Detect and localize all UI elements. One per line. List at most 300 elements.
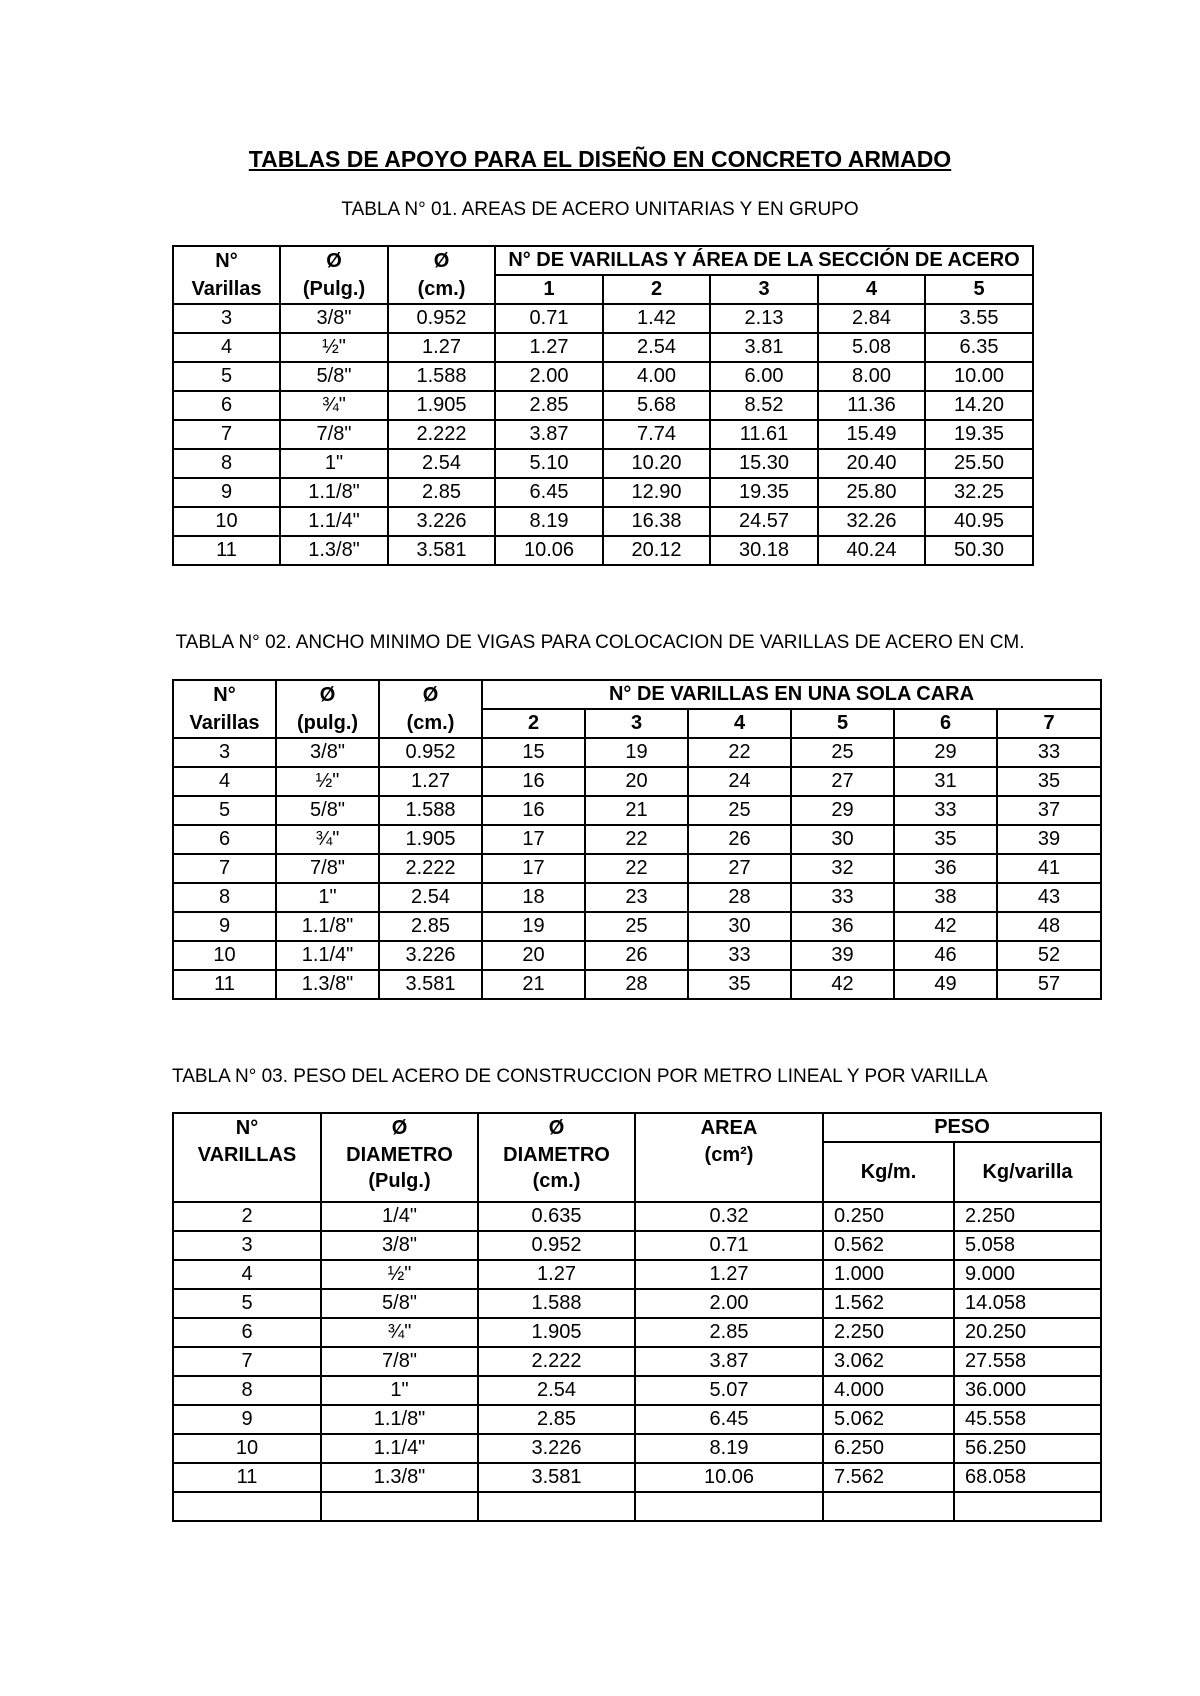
table-cell: 1.562 <box>823 1289 954 1318</box>
table-cell: 25 <box>585 912 688 941</box>
header-cell: Ø <box>388 246 495 275</box>
table-cell: 6.35 <box>925 333 1033 362</box>
header-group-cell: N° DE VARILLAS Y ÁREA DE LA SECCIÓN DE ACERO <box>495 246 1033 275</box>
table-cell: 32.26 <box>818 507 925 536</box>
table-row <box>173 304 1033 333</box>
table-cell: 3.226 <box>388 507 495 536</box>
table-cell: 1.588 <box>478 1289 635 1318</box>
table-cell: 1.27 <box>478 1260 635 1289</box>
header-cell: Ø <box>276 680 379 709</box>
table-cell: 9 <box>173 1405 321 1434</box>
table-cell: 7/8" <box>280 420 388 449</box>
table-cell: 3.581 <box>379 970 482 999</box>
table-cell <box>823 1492 954 1521</box>
table-cell: 2.54 <box>379 883 482 912</box>
table-cell: 27 <box>688 854 791 883</box>
table-header-row <box>173 246 1033 275</box>
table-cell: 29 <box>791 796 894 825</box>
header-cell: Kg/m. <box>823 1142 954 1202</box>
header-cell: 3 <box>710 275 818 304</box>
table-cell: 43 <box>997 883 1101 912</box>
header-cell: Varillas <box>173 275 280 304</box>
table-cell: 1.1/8" <box>276 912 379 941</box>
table-cell: 22 <box>585 854 688 883</box>
table-row <box>173 1463 1101 1492</box>
table-cell: 8.19 <box>495 507 603 536</box>
table-cell: 6.00 <box>710 362 818 391</box>
table-cell: 1.905 <box>478 1318 635 1347</box>
table-cell: 2.250 <box>823 1318 954 1347</box>
table-cell: 40.95 <box>925 507 1033 536</box>
table-cell: 2.84 <box>818 304 925 333</box>
table-cell: 5/8" <box>276 796 379 825</box>
table-cell: 5.062 <box>823 1405 954 1434</box>
table-cell: 3.062 <box>823 1347 954 1376</box>
table-cell: 5.10 <box>495 449 603 478</box>
table-cell: 15.49 <box>818 420 925 449</box>
table-cell: 4.000 <box>823 1376 954 1405</box>
table-cell: 45.558 <box>954 1405 1101 1434</box>
table-cell: 33 <box>791 883 894 912</box>
table-cell: 16 <box>482 767 585 796</box>
header-cell <box>321 1142 478 1202</box>
table-cell: 6 <box>173 1318 321 1347</box>
table1-caption: TABLA N° 01. AREAS DE ACERO UNITARIAS Y EN GRUPO <box>341 199 859 220</box>
table-cell: 2.85 <box>478 1405 635 1434</box>
table-row <box>173 391 1033 420</box>
table-cell: 0.32 <box>635 1202 823 1231</box>
table-cell: 30 <box>791 825 894 854</box>
table-cell: 8.19 <box>635 1434 823 1463</box>
table-cell: 46 <box>894 941 997 970</box>
table-cell: 3 <box>173 304 280 333</box>
table-cell: 33 <box>688 941 791 970</box>
table-cell: 35 <box>894 825 997 854</box>
table3-caption: TABLA N° 03. PESO DEL ACERO DE CONSTRUCCION POR METRO LINEAL Y POR VARILLA <box>172 1066 988 1087</box>
header-cell <box>478 1142 635 1202</box>
table-cell: 1" <box>321 1376 478 1405</box>
table-cell: ¾" <box>280 391 388 420</box>
table-cell: 3.581 <box>478 1463 635 1492</box>
table-cell: 1.3/8" <box>280 536 388 565</box>
table-cell: 1.27 <box>379 767 482 796</box>
table-cell: 11 <box>173 1463 321 1492</box>
table-cell: 68.058 <box>954 1463 1101 1492</box>
table-cell: 0.562 <box>823 1231 954 1260</box>
table-cell: 18 <box>482 883 585 912</box>
table-cell: 21 <box>482 970 585 999</box>
table-cell: 5/8" <box>321 1289 478 1318</box>
table-row <box>173 1492 1101 1521</box>
header-cell: Ø <box>280 246 388 275</box>
table-cell: 0.952 <box>388 304 495 333</box>
table-cell: 2.85 <box>635 1318 823 1347</box>
table-row <box>173 420 1033 449</box>
table-cell: 19.35 <box>925 420 1033 449</box>
table-cell: 3/8" <box>276 738 379 767</box>
table-cell <box>635 1492 823 1521</box>
header-text: DIAMETRO <box>503 1144 610 1166</box>
table-cell: 6.250 <box>823 1434 954 1463</box>
table-header-row <box>173 680 1101 709</box>
table-cell: 10 <box>173 507 280 536</box>
header-cell: 2 <box>482 709 585 738</box>
table-row <box>173 1376 1101 1405</box>
table-cell: 57 <box>997 970 1101 999</box>
header-cell: N° <box>173 680 276 709</box>
header-cell: (cm.) <box>379 709 482 738</box>
table-cell: 20 <box>482 941 585 970</box>
header-text: (cm.) <box>532 1170 581 1192</box>
table-cell: 6.45 <box>495 478 603 507</box>
table-cell: 5.07 <box>635 1376 823 1405</box>
table-cell: 11.36 <box>818 391 925 420</box>
table-cell: 1.905 <box>388 391 495 420</box>
table-cell: 7 <box>173 854 276 883</box>
table-cell: 1.905 <box>379 825 482 854</box>
table-cell: 8 <box>173 1376 321 1405</box>
table-row <box>173 1260 1101 1289</box>
table-cell: 9.000 <box>954 1260 1101 1289</box>
table-row <box>173 1434 1101 1463</box>
table-cell: 11 <box>173 536 280 565</box>
table-cell: 10.20 <box>603 449 710 478</box>
table-header-row <box>173 709 1101 738</box>
table-row <box>173 825 1101 854</box>
table-row <box>173 1289 1101 1318</box>
table-cell: 2.13 <box>710 304 818 333</box>
steel-area-table <box>172 245 1034 566</box>
header-cell <box>173 1142 321 1202</box>
header-text: (Pulg.) <box>368 1170 431 1192</box>
table-cell: 1.42 <box>603 304 710 333</box>
table-cell: 36 <box>791 912 894 941</box>
header-cell: N° <box>173 246 280 275</box>
table-cell: 6.45 <box>635 1405 823 1434</box>
table-cell: 26 <box>688 825 791 854</box>
table-cell: 2.00 <box>495 362 603 391</box>
table-cell: 0.952 <box>379 738 482 767</box>
header-cell: AREA <box>635 1113 823 1142</box>
table-cell: 2 <box>173 1202 321 1231</box>
table-cell: 2.85 <box>495 391 603 420</box>
table-row <box>173 478 1033 507</box>
table-cell: 10 <box>173 1434 321 1463</box>
table-cell: 24 <box>688 767 791 796</box>
table-cell: 0.250 <box>823 1202 954 1231</box>
table-cell: 1.3/8" <box>321 1463 478 1492</box>
table-cell: 39 <box>791 941 894 970</box>
table-cell: 4 <box>173 767 276 796</box>
min-beam-width-table <box>172 679 1102 1000</box>
table-cell: 16.38 <box>603 507 710 536</box>
table-cell <box>478 1492 635 1521</box>
table-cell: 28 <box>688 883 791 912</box>
table-row <box>173 1231 1101 1260</box>
table2-caption: TABLA N° 02. ANCHO MINIMO DE VIGAS PARA COLOCACION DE VARILLAS DE ACERO EN CM. <box>175 632 1025 653</box>
table-cell: 25.50 <box>925 449 1033 478</box>
table-cell: 35 <box>997 767 1101 796</box>
table-row <box>173 912 1101 941</box>
page-title: TABLAS DE APOYO PARA EL DISEÑO EN CONCRETO ARMADO <box>248 146 952 172</box>
table-cell: 10.06 <box>495 536 603 565</box>
table-header-row <box>173 1113 1101 1142</box>
table-cell: 9 <box>173 912 276 941</box>
table-cell: 1.27 <box>635 1260 823 1289</box>
header-cell: 5 <box>791 709 894 738</box>
header-group-cell: N° DE VARILLAS EN UNA SOLA CARA <box>482 680 1101 709</box>
table-cell: 15 <box>482 738 585 767</box>
table-cell: 5.68 <box>603 391 710 420</box>
table-cell: 2.85 <box>379 912 482 941</box>
table-cell: 3/8" <box>280 304 388 333</box>
table-row <box>173 796 1101 825</box>
header-cell: N° <box>173 1113 321 1142</box>
table-cell: 1" <box>276 883 379 912</box>
table-cell: 10.06 <box>635 1463 823 1492</box>
table-cell: 3.226 <box>478 1434 635 1463</box>
table-cell: 37 <box>997 796 1101 825</box>
table-cell: 48 <box>997 912 1101 941</box>
table-cell: 36 <box>894 854 997 883</box>
table-cell: 52 <box>997 941 1101 970</box>
table-row <box>173 1318 1101 1347</box>
table-cell: 15.30 <box>710 449 818 478</box>
table-cell: 11 <box>173 970 276 999</box>
table-cell: 3.87 <box>495 420 603 449</box>
table-cell: ½" <box>321 1260 478 1289</box>
table-cell: 7 <box>173 1347 321 1376</box>
table-cell: 2.222 <box>379 854 482 883</box>
table-row <box>173 362 1033 391</box>
table-row <box>173 854 1101 883</box>
table-cell: 3/8" <box>321 1231 478 1260</box>
header-cell: 6 <box>894 709 997 738</box>
table-cell: 17 <box>482 854 585 883</box>
table-cell: 2.250 <box>954 1202 1101 1231</box>
table-cell: 12.90 <box>603 478 710 507</box>
table-cell: 32.25 <box>925 478 1033 507</box>
table-cell: 2.85 <box>388 478 495 507</box>
table-cell: 19 <box>482 912 585 941</box>
table-cell: 33 <box>894 796 997 825</box>
table-row <box>173 1347 1101 1376</box>
table-cell: 6 <box>173 391 280 420</box>
header-cell: Ø <box>379 680 482 709</box>
table-cell: 7/8" <box>276 854 379 883</box>
table-cell: 42 <box>791 970 894 999</box>
table-row <box>173 536 1033 565</box>
table-cell: 8.00 <box>818 362 925 391</box>
table-cell: 0.71 <box>495 304 603 333</box>
table-cell: 8 <box>173 883 276 912</box>
table-cell: ½" <box>276 767 379 796</box>
table-cell: ½" <box>280 333 388 362</box>
table-cell <box>173 1492 321 1521</box>
table-cell: 22 <box>585 825 688 854</box>
table-cell: 20 <box>585 767 688 796</box>
table-cell: 1.27 <box>495 333 603 362</box>
table-cell: 35 <box>688 970 791 999</box>
table-cell: 20.12 <box>603 536 710 565</box>
table-cell: 11.61 <box>710 420 818 449</box>
table-cell: ¾" <box>321 1318 478 1347</box>
table-cell: 29 <box>894 738 997 767</box>
table-cell: 1.1/4" <box>321 1434 478 1463</box>
table-cell: 25 <box>791 738 894 767</box>
table-row <box>173 333 1033 362</box>
table-cell: 8 <box>173 449 280 478</box>
table-cell: 39 <box>997 825 1101 854</box>
table-cell: 38 <box>894 883 997 912</box>
table-cell: 33 <box>997 738 1101 767</box>
table-row <box>173 941 1101 970</box>
table-cell: 4 <box>173 1260 321 1289</box>
header-cell: 7 <box>997 709 1101 738</box>
table-cell: 31 <box>894 767 997 796</box>
table-cell: 7 <box>173 420 280 449</box>
table-cell: 30.18 <box>710 536 818 565</box>
table-row <box>173 507 1033 536</box>
table-cell: 16 <box>482 796 585 825</box>
table-cell: 3.55 <box>925 304 1033 333</box>
table-cell <box>321 1492 478 1521</box>
header-cell: 3 <box>585 709 688 738</box>
table-cell: 24.57 <box>710 507 818 536</box>
table-cell: 5.08 <box>818 333 925 362</box>
table-cell: 3 <box>173 1231 321 1260</box>
header-cell: Varillas <box>173 709 276 738</box>
header-cell: Ø <box>478 1113 635 1142</box>
table-cell: 1.1/8" <box>280 478 388 507</box>
table-row <box>173 738 1101 767</box>
table-cell: 3.226 <box>379 941 482 970</box>
steel-weight-table <box>172 1112 1102 1522</box>
table-cell: 10 <box>173 941 276 970</box>
header-cell: Ø <box>321 1113 478 1142</box>
table-cell: 14.058 <box>954 1289 1101 1318</box>
table-cell: 2.54 <box>603 333 710 362</box>
table-row <box>173 449 1033 478</box>
table-cell: 19.35 <box>710 478 818 507</box>
table-cell: 25.80 <box>818 478 925 507</box>
table-cell: 20.250 <box>954 1318 1101 1347</box>
table-cell: 1.3/8" <box>276 970 379 999</box>
table-row <box>173 1202 1101 1231</box>
table-cell <box>954 1492 1101 1521</box>
table-cell: 42 <box>894 912 997 941</box>
table-row <box>173 970 1101 999</box>
table-cell: 1.1/4" <box>280 507 388 536</box>
table-cell: 0.71 <box>635 1231 823 1260</box>
table-header-row <box>173 1142 1101 1202</box>
table-cell: 4.00 <box>603 362 710 391</box>
table-cell: 1.1/4" <box>276 941 379 970</box>
header-cell <box>635 1142 823 1202</box>
table-cell: 21 <box>585 796 688 825</box>
header-cell: 4 <box>818 275 925 304</box>
header-cell: (pulg.) <box>276 709 379 738</box>
table-cell: 27.558 <box>954 1347 1101 1376</box>
table-cell: 1/4" <box>321 1202 478 1231</box>
table-cell: 3.87 <box>635 1347 823 1376</box>
table-cell: 2.54 <box>478 1376 635 1405</box>
table-cell: 10.00 <box>925 362 1033 391</box>
header-group-cell: PESO <box>823 1113 1101 1142</box>
header-cell: (Pulg.) <box>280 275 388 304</box>
table-cell: 5/8" <box>280 362 388 391</box>
table-cell: 2.222 <box>388 420 495 449</box>
table-cell: 25 <box>688 796 791 825</box>
table-cell: 5 <box>173 796 276 825</box>
table-cell: 1.588 <box>379 796 482 825</box>
header-cell: 5 <box>925 275 1033 304</box>
table-cell: 6 <box>173 825 276 854</box>
table-cell: 7.562 <box>823 1463 954 1492</box>
table-cell: 8.52 <box>710 391 818 420</box>
table-cell: 5 <box>173 362 280 391</box>
table-cell: 23 <box>585 883 688 912</box>
table-row <box>173 1405 1101 1434</box>
table-cell: 28 <box>585 970 688 999</box>
table-cell: 1.27 <box>388 333 495 362</box>
table-cell: 2.222 <box>478 1347 635 1376</box>
table-cell: 30 <box>688 912 791 941</box>
table-cell: 56.250 <box>954 1434 1101 1463</box>
table-cell: 2.00 <box>635 1289 823 1318</box>
table-cell: 2.54 <box>388 449 495 478</box>
table-cell: ¾" <box>276 825 379 854</box>
table-cell: 40.24 <box>818 536 925 565</box>
table-cell: 3.581 <box>388 536 495 565</box>
header-cell: Kg/varilla <box>954 1142 1101 1202</box>
table-cell: 22 <box>688 738 791 767</box>
table-cell: 1.000 <box>823 1260 954 1289</box>
table-cell: 49 <box>894 970 997 999</box>
table-row <box>173 767 1101 796</box>
table-cell: 0.635 <box>478 1202 635 1231</box>
table-cell: 41 <box>997 854 1101 883</box>
header-cell: 4 <box>688 709 791 738</box>
table-cell: 3 <box>173 738 276 767</box>
table-cell: 26 <box>585 941 688 970</box>
table-cell: 1" <box>280 449 388 478</box>
table-cell: 36.000 <box>954 1376 1101 1405</box>
header-text: (cm²) <box>704 1144 754 1166</box>
header-text: VARILLAS <box>197 1144 297 1166</box>
table-cell: 5 <box>173 1289 321 1318</box>
header-cell: 2 <box>603 275 710 304</box>
table-cell: 7.74 <box>603 420 710 449</box>
table-cell: 1.1/8" <box>321 1405 478 1434</box>
table-cell: 5.058 <box>954 1231 1101 1260</box>
table-cell: 27 <box>791 767 894 796</box>
table-cell: 19 <box>585 738 688 767</box>
table-header-row <box>173 275 1033 304</box>
header-cell: (cm.) <box>388 275 495 304</box>
header-cell: 1 <box>495 275 603 304</box>
header-text: DIAMETRO <box>346 1144 453 1166</box>
table-cell: 7/8" <box>321 1347 478 1376</box>
table-cell: 4 <box>173 333 280 362</box>
table-cell: 9 <box>173 478 280 507</box>
table-cell: 50.30 <box>925 536 1033 565</box>
table-cell: 32 <box>791 854 894 883</box>
table-cell: 1.588 <box>388 362 495 391</box>
table-cell: 3.81 <box>710 333 818 362</box>
table-cell: 14.20 <box>925 391 1033 420</box>
table-cell: 17 <box>482 825 585 854</box>
